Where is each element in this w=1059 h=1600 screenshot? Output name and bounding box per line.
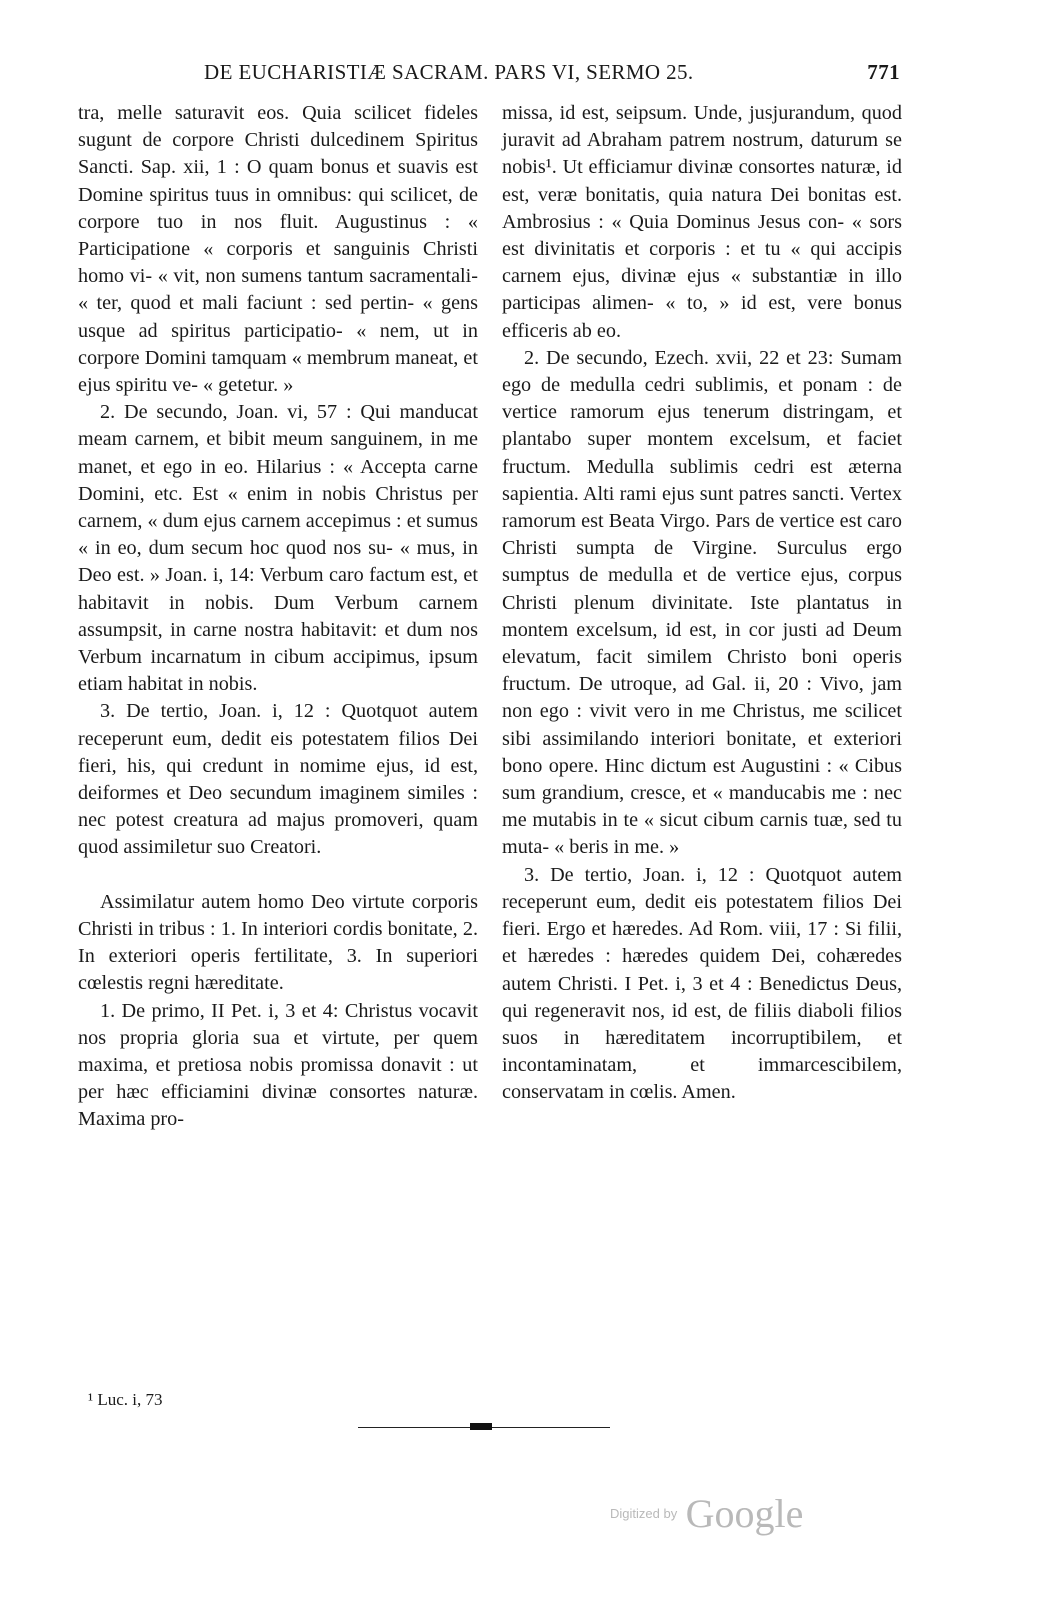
paragraph: 3. De tertio, Joan. i, 12 : Quotquot autem receperunt eum, dedit eis potestatem filios Dei fieri. Ergo et hæredes. Ad Rom. viii, 17 : Si filii, et hæredes : hæredes quidem Dei, cohæredes autem Christi. I Pet. i, 3 et 4 : Benedictus Deus, qui regeneravit nos, id est, de filiis diaboli filios suos in hæreditatem incorruptibilem, et incontaminatam, et immarcescibilem, conservatam in cœlis. Amen. (502, 863, 902, 1104)
right-column (502, 100, 902, 1107)
paragraph: 2. De secundo, Ezech. xvii, 22 et 23: Sumam ego de medulla cedri sublimis, et ponam : de vertice ramorum ejus tenerum distringam, et plantabo super montem excelsum, et faciet fructum. Medulla sublimis cedri est æterna sapientia. Alti rami ejus sunt patres sancti. Vertex ramorum est Beata Virgo. Pars de vertice est caro Christi sumpta de Virgine. Surculus ergo sumptus de medulla et de vertice ejus, corpus Christi plenum divinitate. Iste plantatus in montem excelsum, id est, in cor justi ad Deum elevatum, facit similem Christo boni operis fructum. De utroque, ad Gal. ii, 20 : Vivo, jam non ego : vivit vero in me Christus, me scilicet sibi assimilando interiori bonitate, et exteriori bono opere. Hinc dictum est Augustini : « Cibus sum grandium, cresce, et « manducabis me : nec me mutabis in te « sicut cibum carnis tuæ, sed tu muta- « beris in me. » (502, 346, 902, 859)
watermark-prefix: Digitized by (610, 1506, 678, 1521)
paragraph: missa, id est, seipsum. Unde, jusjurandum, quod juravit ad Abraham patrem nostrum, daturum se nobis¹. Ut efficiamur divinæ consortes naturæ, id est, veræ bonitatis, quia natura Dei bonitas est. Ambrosius : « Quia Dominus Jesus con- « sors est divinitatis et corporis : et tu « qui accipis carnem ejus, divinæ ejus « substantiæ in illo participas alimen- « to, » id est, vere bonus efficeris ab eo. (502, 102, 902, 342)
running-title: DE EUCHARISTIÆ SACRAM. PARS VI, SERMO 25. (204, 60, 694, 84)
footnote: ¹ Luc. i, 73 (88, 1390, 163, 1409)
paragraph: Assimilatur autem homo Deo virtute corporis Christi in tribus : 1. In interiori cordis bonitate, 2. In exteriori operis fertilitate, 3. In superiori cœlestis regni hæreditate. (78, 890, 478, 995)
google-logo: Google (685, 1491, 804, 1536)
paragraph: 3. De tertio, Joan. i, 12 : Quotquot autem receperunt eum, dedit eis potestatem filios Dei fieri, his, qui credunt in nomime ejus, id est, deiformes et Deo secundum imaginem similes : nec potest creatura ad majus promoveri, quam quod assimiletur suo Creatori. (78, 700, 478, 859)
paragraph: 2. De secundo, Joan. vi, 57 : Qui manducat meam carnem, et bibit meum sanguinem, in me manet, et ego in eo. Hilarius : « Accepta carne Domini, etc. Est « enim in nobis Christus per carnem, « dum ejus carnem accepimus : et sumus « in eo, dum secum hoc quod nos su- « mus, in Deo est. » Joan. i, 14: Verbum caro factum est, et habitavit in nobis. Dum Verbum carnem assumpsit, in carne nostra habitavit: et dum nos Verbum incarnatum in cibum accipimus, ipsum etiam habitat in nobis. (78, 401, 478, 696)
digitized-watermark (610, 1490, 803, 1537)
left-column (78, 100, 478, 1134)
page-number: 771 (867, 60, 900, 84)
running-header (140, 60, 900, 90)
end-rule-ornament (470, 1423, 492, 1430)
paragraph: 1. De primo, II Pet. i, 3 et 4: Christus vocavit nos propria gloria sua et virtute, per quem maxima, et pretiosa nobis promissa donavit : ut per hæc efficiamini divinæ consortes naturæ. Maxima pro- (78, 999, 478, 1131)
paragraph: tra, melle saturavit eos. Quia scilicet fideles sugunt de corpore Christi dulcedinem Spiritus Sancti. Sap. xii, 1 : O quam bonus et suavis est Domine spiritus tuus in omnibus: qui scilicet, de corpore tuo in nos fluit. Augustinus : « Participatione « corporis et sanguinis Christi homo vi- « vit, non sumens tantum sacramentali- « ter, quod et mali faciunt : sed pertin- « gens usque ad spiritus participatio- « nem, ut in corpore Domini tamquam « membrum maneat, et ejus spiritu ve- « getetur. » (78, 102, 478, 397)
